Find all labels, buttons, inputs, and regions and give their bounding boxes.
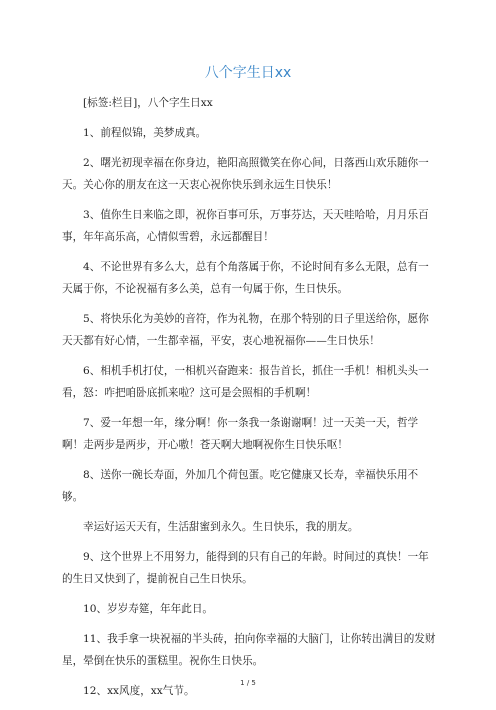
paragraph: 6、相机手机打仗，一相机兴奋跑来：报告首长，抓住一手机！相机头头一看，怒：咋把咱卧底抓来啦？这可是会照相的手机啊！ — [62, 365, 429, 399]
paragraph: [标签:栏目]，八个字生日xx — [83, 97, 213, 109]
paragraph: 4、不论世界有多么大，总有个角落属于你，不论时间有多么无限，总有一天属于你，不论祝福有多么美，总有一句属于你，生日快乐。 — [62, 261, 429, 295]
paragraph: 10、岁岁寿筵，年年此日。 — [83, 603, 214, 615]
paragraph: 2、曙光初现幸福在你身边，艳阳高照微笑在你心间，日落西山欢乐随你一天。关心你的朋友在这一天衷心祝你快乐到永远生日快乐！ — [62, 157, 429, 191]
paragraph: 3、值你生日来临之即，祝你百事可乐，万事芬达，天天哇哈哈，月月乐百事，年年高乐高，心情似雪碧，永远都醒目！ — [62, 209, 429, 243]
paragraph: 7、爱一年想一年，缘分啊！你一条我一条谢谢啊！过一天美一天，哲学啊！走两步是两步，开心嗷！苍天啊大地啊祝你生日快乐呕！ — [62, 417, 419, 451]
paragraph: 12、xx风度，xx气节。 — [83, 685, 195, 697]
paragraph: 8、送你一碗长寿面，外加几个荷包蛋。吃它健康又长寿，幸福快乐用不够。 — [62, 469, 419, 503]
paragraph: 1、前程似锦，美梦成真。 — [83, 127, 207, 139]
paragraph: 11、我手拿一块祝福的半头砖，拍向你幸福的大脑门，让你转出满目的发财星，晕倒在快乐的蛋糕里。祝你生日快乐。 — [62, 633, 436, 667]
document-title: 八个字生日xx — [204, 65, 292, 81]
paragraph: 5、将快乐化为美妙的音符，作为礼物，在那个特别的日子里送给你，愿你天天都有好心情，一生都幸福，平安，衷心地祝福你——生日快乐！ — [62, 313, 429, 347]
paragraph: 幸运好运天天有，生活甜蜜到永久。生日快乐，我的朋友。 — [83, 521, 359, 533]
page-number: 1 / 5 — [240, 679, 256, 687]
document-body — [62, 92, 436, 710]
paragraph: 9、这个世界上不用努力，能得到的只有自己的年龄。时间过的真快！一年的生日又快到了，提前祝自己生日快乐。 — [62, 551, 429, 585]
